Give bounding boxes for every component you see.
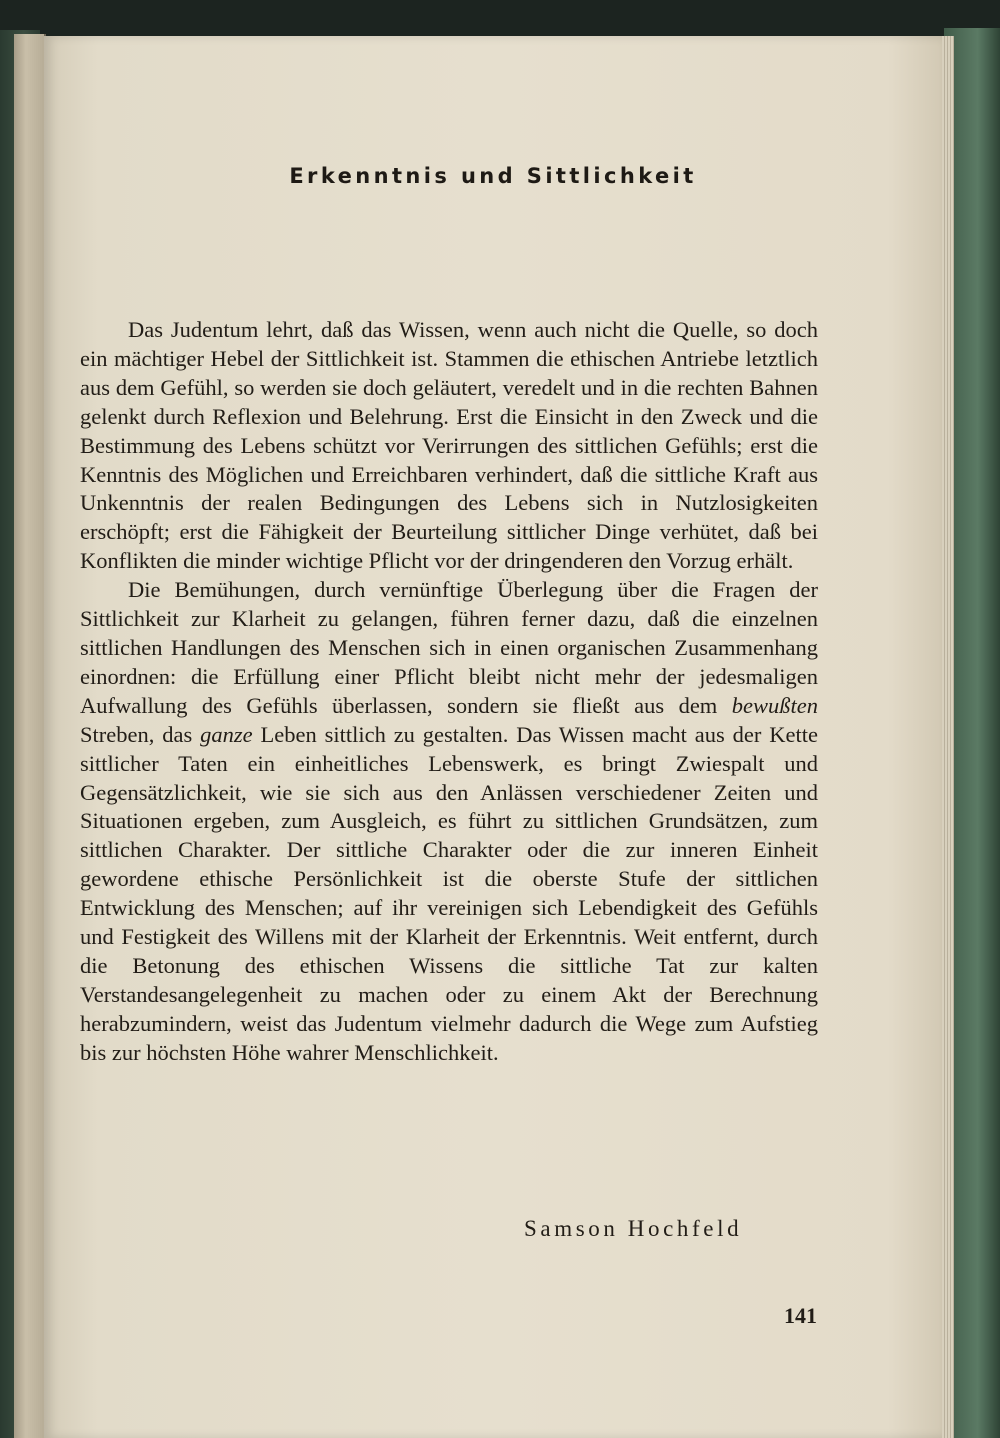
paragraph-1: Das Judentum lehrt, daß das Wissen, wenn auch nicht die Quelle, so doch ein mächtiger Hebel der Sittlichkeit ist. Stammen die ethischen Antriebe letztlich aus dem Gefühl, so werden sie doch geläutert, veredelt und in die rechten Bahnen gelenkt durch Reflexion und Belehrung. Erst die Einsicht in den Zweck und die Bestimmung des Lebens schützt vor Verirrungen des sittlichen Gefühls; erst die Kenntnis des Möglichen und Erreichbaren verhindert, daß die sittliche Kraft aus Unkenntnis der realen Bedingungen des Lebens sich in Nutzlosigkeiten erschöpft; erst die Fähigkeit der Beurteilung sittlicher Dinge verhütet, daß bei Konflikten die minder wichtige Pflicht vor der dringenderen den Vorzug erhält. [80, 317, 818, 574]
emphasis-ganze: ganze [200, 721, 253, 747]
book-page [44, 36, 942, 1438]
page-number: 141 [784, 1303, 817, 1328]
facing-page-edge [14, 34, 46, 1438]
paragraph-2 [80, 576, 818, 1067]
author-signature: Samson Hochfeld [524, 1216, 743, 1241]
body-text [80, 316, 818, 1068]
paragraph-2-part-2: Streben, das [80, 721, 201, 747]
chapter-title: Erkenntnis und Sittlichkeit [289, 164, 697, 188]
paragraph-2-part-1: Die Bemühungen, durch vernünftige Überlegung über die Fragen der Sittlichkeit zur Klarheit zu gelangen, führen ferner dazu, daß die einzelnen sittlichen Handlungen des Menschen sich in einen organischen Zusammenhang einordnen: die Erfüllung einer Pflicht bleibt nicht mehr der jedesmaligen Aufwallung des Gefühls überlassen, sondern sie fließt aus dem [80, 577, 818, 718]
emphasis-bewussten: bewußten [731, 692, 818, 718]
paragraph-2-part-3: Leben sittlich zu gestalten. Das Wissen macht aus der Kette sittlicher Taten ein einheitliches Lebenswerk, es bringt Zwiespalt und Gegensätzlichkeit, wie sie sich aus den Anlässen verschiedener Zeiten und Situationen ergeben, zum Ausgleich, es führt zu sittlichen Grundsätzen, zum sittlichen Charakter. Der sittliche Charakter oder die zur inneren Einheit gewordene ethische Persönlichkeit ist die oberste Stufe der sittlichen Entwicklung des Menschen; auf ihr vereinigen sich Lebendigkeit des Gefühls und Festigkeit des Willens mit der Klarheit der Erkenntnis. Weit entfernt, durch die Betonung des ethischen Wissens die sittliche Tat zur kalten Verstandesangelegenheit zu machen oder zu einem Akt der Berechnung herabzumindern, weist das Judentum vielmehr dadurch die Wege zum Aufstieg bis zur höchsten Höhe wahrer Menschlichkeit. [80, 721, 818, 1065]
